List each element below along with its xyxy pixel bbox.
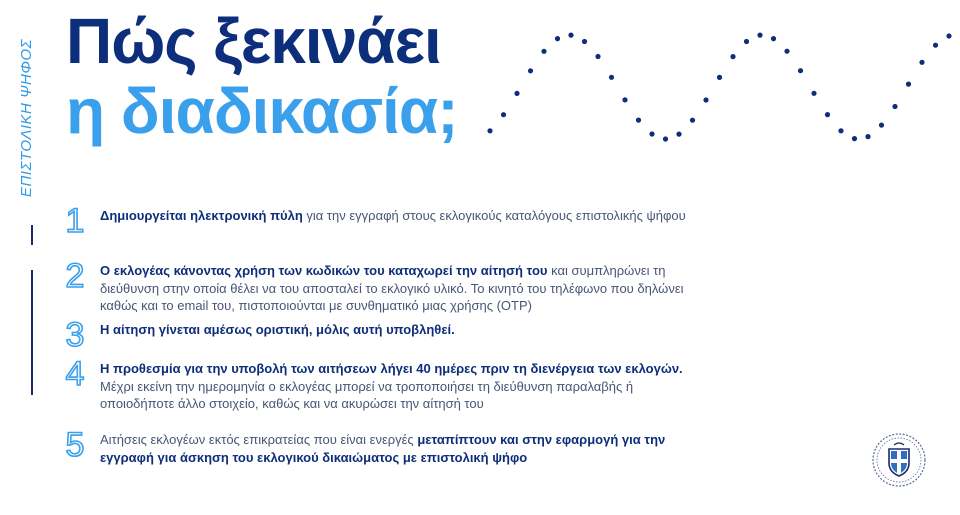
step-text: [100, 360, 700, 413]
step-plain-text: Αιτήσεις εκλογέων εκτός επικρατείας που είναι ενεργές: [100, 432, 418, 447]
wave-dot: [717, 75, 722, 80]
wave-dot: [582, 39, 587, 44]
wave-dot: [649, 131, 654, 136]
wave-dot: [514, 91, 519, 96]
step-bold-text: Ο εκλογέας κάνοντας χρήση των κωδικών του καταχωρεί την αίτησή του: [100, 263, 548, 278]
wave-dot: [501, 112, 506, 117]
title-line-2: η διαδικασία;: [66, 75, 458, 147]
wave-dot: [771, 36, 776, 41]
wave-dot: [568, 33, 573, 38]
wave-dot: [879, 123, 884, 128]
step-text: [100, 262, 700, 315]
wave-dot: [595, 54, 600, 59]
wave-dot: [798, 68, 803, 73]
step-number: 3: [65, 316, 85, 354]
wave-dot: [906, 82, 911, 87]
step-number: 1: [65, 202, 85, 240]
page-title: [66, 6, 458, 146]
wave-dot: [555, 36, 560, 41]
wave-dot: [636, 118, 641, 123]
wave-dot: [892, 104, 897, 109]
wave-dot: [811, 91, 816, 96]
step-bold-text: μεταπίπτουν και στην εφαρμογή για την εγγραφή για άσκηση του εκλογικού δικαιώματος με επιστολική ψήφο: [100, 432, 666, 465]
wave-dot: [663, 136, 668, 141]
side-label: [14, 18, 40, 218]
step-number: 5: [65, 426, 85, 464]
wave-dot: [933, 43, 938, 48]
wave-dot: [852, 136, 857, 141]
side-divider-long: [31, 270, 33, 395]
wave-dot: [676, 132, 681, 137]
step-number: 4: [65, 355, 85, 393]
wave-dot: [744, 39, 749, 44]
step-plain-text: για την εγγραφή στους εκλογικούς καταλόγους επιστολικής ψήφου: [302, 208, 686, 223]
wave-dot: [622, 97, 627, 102]
wave-dot: [757, 33, 762, 38]
step-bold-text: Δημιουργείται ηλεκτρονική πύλη: [100, 208, 303, 223]
wave-dot: [784, 49, 789, 54]
wave-dot: [690, 118, 695, 123]
step-text: [100, 431, 700, 466]
wave-dot: [541, 49, 546, 54]
wave-dot: [919, 60, 924, 65]
step-bold-text: Η αίτηση γίνεται αμέσως οριστική, μόλις αυτή υποβληθεί.: [100, 322, 455, 337]
greek-coat-of-arms-icon: [870, 431, 928, 489]
step-bold-text: Η προθεσμία για την υποβολή των αιτήσεων λήγει 40 ημέρες πριν τη διενέργεια των εκλογών.: [100, 361, 683, 376]
wave-dot: [609, 75, 614, 80]
wave-dot: [865, 134, 870, 139]
step-plain-text: και συμπληρώνει τη διεύθυνση στην οποία θέλει να του αποσταλεί το εκλογικό υλικό. Το κινητό του τηλέφωνο που δηλώνει καθώς και το email του, πιστοποιούνται με συνθηματικό μιας χρήσης (OTP): [100, 263, 684, 313]
wave-dot: [838, 128, 843, 133]
side-divider: [31, 225, 33, 245]
step-number: 2: [65, 257, 85, 295]
wave-dot: [703, 97, 708, 102]
step-text: [100, 321, 700, 339]
wave-dot: [730, 54, 735, 59]
wave-dot: [825, 112, 830, 117]
wave-dot: [528, 68, 533, 73]
step-text: [100, 207, 700, 225]
title-line-1: Πώς ξεκινάει: [66, 5, 441, 77]
step-plain-text: Μέχρι εκείνη την ημερομηνία ο εκλογέας μπορεί να τροποποιήσει τη διεύθυνση παραλαβής ή οποιοδήποτε άλλο στοιχείο, καθώς και να ακυρώσει την αίτησή του: [100, 378, 634, 411]
dotted-wave-decoration: [480, 20, 955, 150]
side-label-text: ΕΠΙΣΤΟΛΙΚΗ ΨΗΦΟΣ: [18, 38, 35, 198]
wave-dot: [946, 33, 951, 38]
wave-dot: [487, 128, 492, 133]
